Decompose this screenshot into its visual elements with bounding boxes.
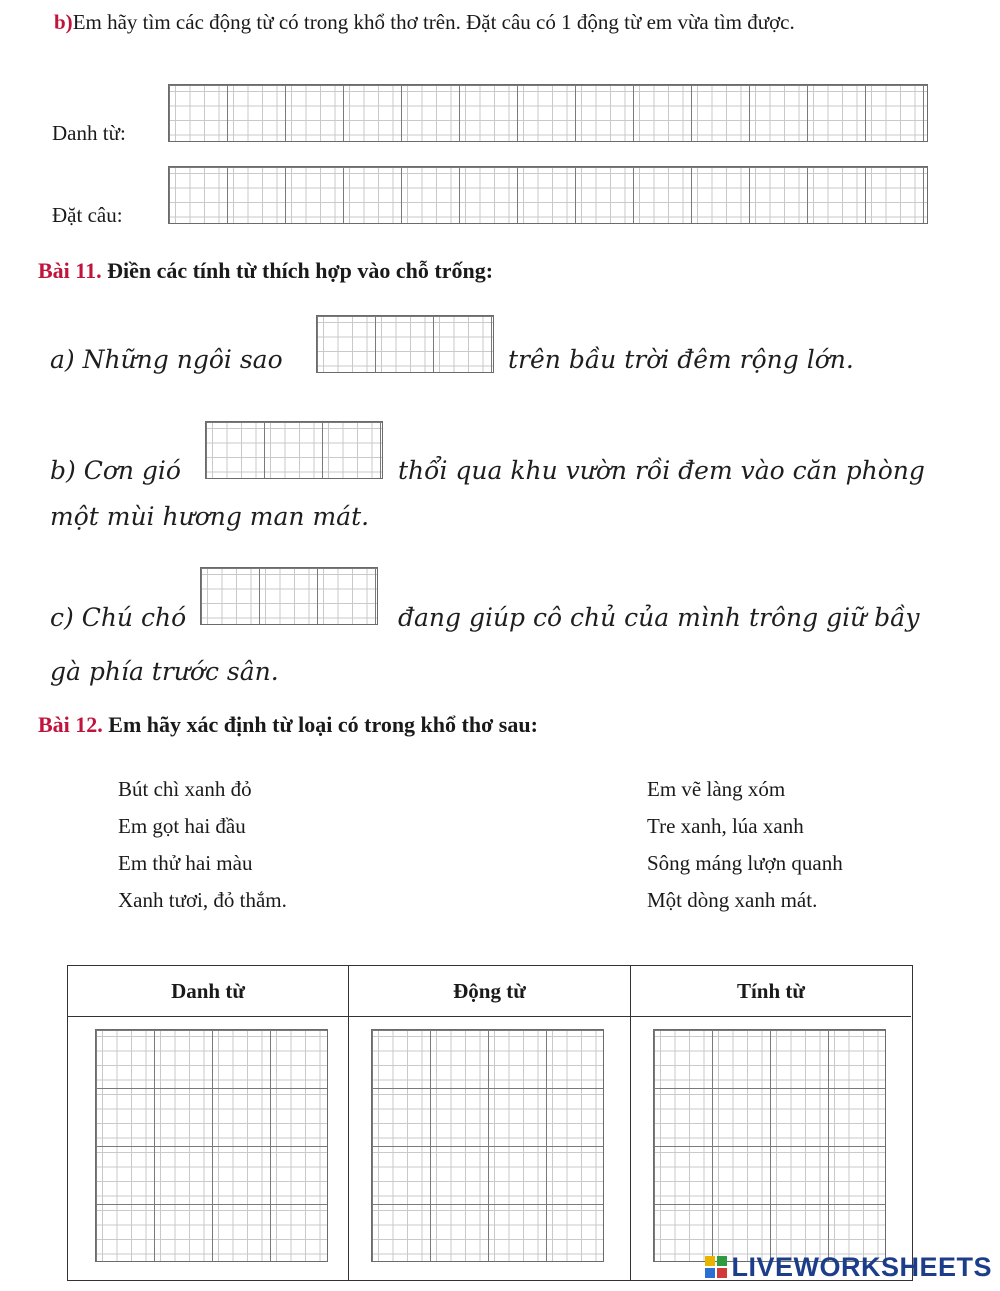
bai11-heading xyxy=(38,258,493,284)
part-b-label: b) xyxy=(54,10,73,34)
liveworksheets-logo-icon xyxy=(705,1256,727,1278)
poem-line: Xanh tươi, đỏ thắm. xyxy=(118,888,287,912)
part-b-instruction xyxy=(54,10,795,35)
part-b-text: Em hãy tìm các động từ có trong khổ thơ trên. Đặt câu có 1 động từ em vừa tìm được. xyxy=(72,10,795,34)
sentence-answer-grid[interactable] xyxy=(168,166,928,224)
bai11-c-before: c) Chú chó xyxy=(50,603,187,632)
adjective-column xyxy=(630,966,911,1280)
bai11-a-after: trên bầu trời đêm rộng lớn. xyxy=(508,345,854,374)
bai11-c-after: đang giúp cô chủ của mình trông giữ bầy xyxy=(398,603,920,632)
poem-line: Tre xanh, lúa xanh xyxy=(647,814,804,838)
poem-left-stanza xyxy=(118,771,287,919)
bai11-b-line2: một mùi hương man mát. xyxy=(50,502,370,531)
poem-line: Sông máng lượn quanh xyxy=(647,851,843,875)
bai11-c-blank[interactable] xyxy=(200,567,378,625)
verb-column-header: Động từ xyxy=(349,966,630,1017)
poem-right-stanza xyxy=(647,771,843,919)
noun-label: Danh từ: xyxy=(52,121,126,145)
bai11-b-after: thổi qua khu vườn rồi đem vào căn phòng xyxy=(398,456,925,485)
bai12-heading xyxy=(38,712,538,738)
poem-line: Em thử hai màu xyxy=(118,851,253,875)
adjective-column-grid[interactable] xyxy=(653,1029,886,1262)
bai11-c-line2: gà phía trước sân. xyxy=(50,657,279,686)
noun-answer-grid[interactable] xyxy=(168,84,928,142)
bai11-a-blank[interactable] xyxy=(316,315,494,373)
bai11-b-before: b) Cơn gió xyxy=(50,456,181,485)
bai11-title: Điền các tính từ thích hợp vào chỗ trống: xyxy=(107,258,494,283)
liveworksheets-brand xyxy=(705,1252,992,1283)
bai12-number: Bài 12. xyxy=(38,712,103,737)
poem-line: Em vẽ làng xóm xyxy=(647,777,786,801)
sentence-label: Đặt câu: xyxy=(52,203,123,227)
bai11-b-blank[interactable] xyxy=(205,421,383,479)
bai11-a-before: a) Những ngôi sao xyxy=(50,345,283,374)
noun-column-header: Danh từ xyxy=(68,966,348,1017)
poem-line: Em gọt hai đầu xyxy=(118,814,246,838)
bai12-title: Em hãy xác định từ loại có trong khổ thơ sau: xyxy=(108,712,538,737)
adjective-column-header: Tính từ xyxy=(631,966,911,1017)
noun-column-grid[interactable] xyxy=(95,1029,328,1262)
word-type-table xyxy=(67,965,913,1281)
noun-column xyxy=(68,966,348,1280)
poem-line: Bút chì xanh đỏ xyxy=(118,777,252,801)
verb-column-grid[interactable] xyxy=(371,1029,604,1262)
bai11-number: Bài 11. xyxy=(38,258,102,283)
verb-column xyxy=(348,966,630,1280)
poem-line: Một dòng xanh mát. xyxy=(647,888,818,912)
liveworksheets-text: LIVEWORKSHEETS xyxy=(731,1252,992,1282)
